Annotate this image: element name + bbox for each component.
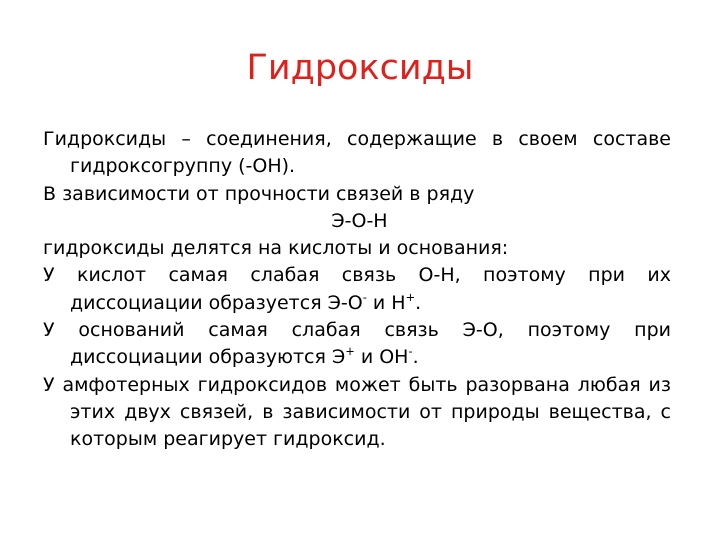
paragraph-bases: [43, 317, 671, 372]
paragraph-amphoteric: У амфотерных гидроксидов может быть разорвана любая из этих двух связей, в зависимости от природы вещества, с которым реагирует гидроксид.: [43, 373, 671, 451]
slide-title: Гидроксиды: [246, 48, 474, 88]
bases-text-mid: и ОН: [354, 346, 409, 369]
paragraph-acids: [43, 262, 671, 317]
acids-text-after: .: [415, 291, 422, 314]
acids-superscript-2: +: [405, 289, 416, 304]
paragraph-classification: гидроксиды делятся на кислоты и основания:: [43, 237, 509, 260]
paragraph-bond-series: В зависимости от прочности связей в ряду: [43, 182, 475, 205]
bases-superscript-1: +: [345, 344, 355, 359]
acids-text-mid: и Н: [366, 291, 406, 314]
acids-superscript-1: -: [362, 289, 367, 304]
bases-text-before: У оснований самая слабая связь Э-О, поэтому при диссоциации образуются Э: [43, 319, 671, 369]
acids-text-before: У кислот самая слабая связь О-Н, поэтому при их диссоциации образуется Э-О: [43, 264, 671, 314]
slide-body: [43, 126, 671, 454]
bases-text-after: .: [412, 346, 419, 369]
formula-e-o-h: Э-О-Н: [331, 209, 388, 232]
paragraph-definition: Гидроксиды – соединения, содержащие в своем составе гидроксогруппу (-OH).: [43, 128, 671, 178]
bases-superscript-2: -: [408, 344, 413, 359]
